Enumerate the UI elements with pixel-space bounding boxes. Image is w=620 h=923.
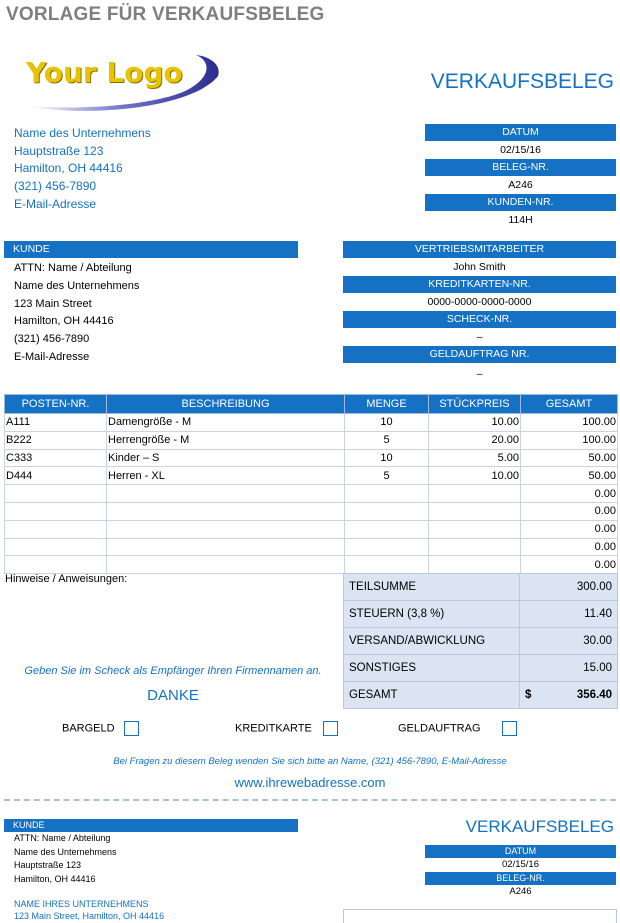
cell-unit-price bbox=[429, 520, 521, 538]
stub-receipt-label: BELEG-NR. bbox=[425, 872, 616, 885]
customer-street: 123 Main Street bbox=[14, 297, 92, 310]
cell-description: Damengröße - M bbox=[107, 414, 345, 432]
stub-date-label: DATUM bbox=[425, 845, 616, 858]
grand-total-label: GESAMT bbox=[344, 682, 520, 709]
other-label: SONSTIGES bbox=[344, 655, 520, 682]
stub-customer-street: Hauptstraße 123 bbox=[14, 860, 82, 871]
cell-item-no: A111 bbox=[5, 414, 107, 432]
stub-customer-attn: ATTN: Name / Abteilung bbox=[14, 833, 111, 843]
company-name: Name des Unternehmens bbox=[14, 126, 151, 140]
table-row bbox=[5, 449, 618, 467]
logo-text: Your Logo bbox=[26, 56, 183, 89]
table-row bbox=[5, 538, 618, 556]
table-row bbox=[5, 414, 618, 432]
cell-description bbox=[107, 538, 345, 556]
table-row bbox=[5, 556, 618, 574]
other-row bbox=[344, 655, 618, 682]
sales-rep-label: VERTRIEBSMITARBEITER bbox=[343, 241, 616, 258]
stub-customer-city: Hamilton, OH 44416 bbox=[14, 874, 96, 885]
cell-line-total: 0.00 bbox=[521, 538, 618, 556]
tax-value: 11.40 bbox=[520, 601, 618, 628]
totals-table bbox=[343, 573, 618, 709]
cell-item-no bbox=[5, 485, 107, 503]
cell-item-no bbox=[5, 520, 107, 538]
money-order-value: – bbox=[476, 368, 483, 380]
cell-line-total: 50.00 bbox=[521, 467, 618, 485]
cell-line-total: 50.00 bbox=[521, 449, 618, 467]
receipt-meta bbox=[425, 124, 616, 229]
receipt-number-value: A246 bbox=[508, 179, 533, 191]
company-info bbox=[14, 125, 151, 214]
money-order-label: GELDAUFTRAG NR. bbox=[343, 346, 616, 363]
customer-name: Name des Unternehmens bbox=[14, 279, 140, 292]
company-logo bbox=[18, 46, 223, 118]
stub-customer-heading: KUNDE bbox=[4, 819, 298, 832]
payee-message: Geben Sie im Scheck als Empfänger Ihren Firmennamen an. bbox=[24, 665, 322, 677]
company-email: E-Mail-Adresse bbox=[14, 196, 97, 211]
cell-quantity: 10 bbox=[345, 414, 429, 432]
cell-line-total: 0.00 bbox=[521, 502, 618, 520]
cell-unit-price: 20.00 bbox=[429, 431, 521, 449]
receipt-number-label: BELEG-NR. bbox=[425, 159, 616, 176]
credit-card-value: 0000-0000-0000-0000 bbox=[427, 296, 532, 308]
payment-order[interactable] bbox=[398, 721, 517, 736]
cell-item-no: D444 bbox=[5, 467, 107, 485]
cell-unit-price bbox=[429, 538, 521, 556]
payment-cash-label: BARGELD bbox=[62, 722, 115, 735]
company-phone: (321) 456-7890 bbox=[14, 179, 97, 194]
cell-quantity: 10 bbox=[345, 449, 429, 467]
cell-line-total: 0.00 bbox=[521, 520, 618, 538]
items-table bbox=[4, 394, 618, 574]
payment-card-checkbox[interactable] bbox=[323, 721, 338, 736]
sales-info bbox=[343, 241, 616, 383]
company-city: Hamilton, OH 44416 bbox=[14, 161, 123, 176]
cell-unit-price bbox=[429, 485, 521, 503]
tax-label: STEUERN (3,8 %) bbox=[344, 601, 520, 628]
cell-unit-price: 5.00 bbox=[429, 449, 521, 467]
payment-card[interactable] bbox=[235, 721, 338, 736]
stub-receipt-value: A246 bbox=[509, 886, 532, 897]
cell-description bbox=[107, 502, 345, 520]
cell-line-total: 0.00 bbox=[521, 485, 618, 503]
cell-item-no bbox=[5, 502, 107, 520]
payment-cash[interactable] bbox=[62, 721, 139, 736]
customer-number-label: KUNDEN-NR. bbox=[425, 194, 616, 211]
col-header-total: GESAMT bbox=[521, 395, 618, 414]
subtotal-value: 300.00 bbox=[520, 574, 618, 601]
stub-company-name: NAME IHRES UNTERNEHMENS bbox=[14, 899, 149, 909]
stub-date-value: 02/15/16 bbox=[502, 859, 539, 870]
stub-box-edge bbox=[343, 909, 617, 923]
col-header-quantity: MENGE bbox=[345, 395, 429, 414]
col-header-item-no: POSTEN-NR. bbox=[5, 395, 107, 414]
cell-quantity bbox=[345, 485, 429, 503]
stub-document-title: VERKAUFSBELEG bbox=[465, 817, 614, 836]
cell-description: Herrengröße - M bbox=[107, 431, 345, 449]
subtotal-label: TEILSUMME bbox=[344, 574, 520, 601]
cell-quantity bbox=[345, 520, 429, 538]
tax-row bbox=[344, 601, 618, 628]
customer-number-value: 114H bbox=[508, 214, 533, 226]
cell-description: Kinder – S bbox=[107, 449, 345, 467]
notes-label: Hinweise / Anweisungen: bbox=[5, 573, 128, 585]
cut-line-divider bbox=[4, 799, 616, 801]
currency-symbol: $ bbox=[525, 689, 532, 701]
cell-description bbox=[107, 485, 345, 503]
payment-cash-checkbox[interactable] bbox=[124, 721, 139, 736]
other-value: 15.00 bbox=[520, 655, 618, 682]
table-header-row bbox=[5, 395, 618, 414]
company-street: Hauptstraße 123 bbox=[14, 143, 104, 158]
grand-total-cell bbox=[520, 682, 618, 709]
customer-heading: KUNDE bbox=[4, 241, 298, 258]
customer-city: Hamilton, OH 44416 bbox=[14, 315, 114, 328]
customer-phone: (321) 456-7890 bbox=[14, 333, 90, 346]
table-row bbox=[5, 431, 618, 449]
table-row bbox=[5, 502, 618, 520]
check-number-label: SCHECK-NR. bbox=[343, 311, 616, 328]
cell-line-total: 0.00 bbox=[521, 556, 618, 574]
page-heading: VORLAGE FÜR VERKAUFSBELEG bbox=[6, 4, 325, 25]
cell-item-no: B222 bbox=[5, 431, 107, 449]
table-row bbox=[5, 520, 618, 538]
shipping-value: 30.00 bbox=[520, 628, 618, 655]
customer-info bbox=[14, 260, 139, 367]
stub-customer-info bbox=[14, 832, 117, 887]
stub-customer-name: Name des Unternehmens bbox=[14, 846, 117, 857]
stub-company-info bbox=[14, 898, 164, 922]
table-row bbox=[5, 467, 618, 485]
cell-unit-price: 10.00 bbox=[429, 414, 521, 432]
stub-meta bbox=[425, 845, 616, 899]
payment-order-checkbox[interactable] bbox=[502, 721, 517, 736]
cell-description bbox=[107, 556, 345, 574]
cell-line-total: 100.00 bbox=[521, 414, 618, 432]
col-header-description: BESCHREIBUNG bbox=[107, 395, 345, 414]
sales-rep-value: John Smith bbox=[453, 261, 506, 273]
grand-total-row bbox=[344, 682, 618, 709]
shipping-row bbox=[344, 628, 618, 655]
table-row bbox=[5, 485, 618, 503]
check-number-value: – bbox=[476, 331, 483, 343]
questions-text: Bei Fragen zu diesem Beleg wenden Sie sich bitte an Name, (321) 456-7890, E-Mail-Adresse bbox=[113, 756, 507, 767]
thanks-text: DANKE bbox=[147, 687, 199, 704]
cell-unit-price bbox=[429, 502, 521, 520]
date-label: DATUM bbox=[425, 124, 616, 141]
col-header-unit-price: STÜCKPREIS bbox=[429, 395, 521, 414]
customer-attn: ATTN: Name / Abteilung bbox=[14, 262, 132, 274]
cell-quantity bbox=[345, 538, 429, 556]
payment-card-label: KREDITKARTE bbox=[235, 722, 312, 735]
cell-item-no: C333 bbox=[5, 449, 107, 467]
stub-company-address: 123 Main Street, Hamilton, OH 44416 bbox=[14, 911, 165, 921]
cell-quantity: 5 bbox=[345, 431, 429, 449]
date-value: 02/15/16 bbox=[500, 144, 541, 156]
customer-email: E-Mail-Adresse bbox=[14, 350, 90, 363]
cell-item-no bbox=[5, 538, 107, 556]
grand-total-value: 356.40 bbox=[576, 689, 612, 701]
cell-quantity: 5 bbox=[345, 467, 429, 485]
payment-order-label: GELDAUFTRAG bbox=[398, 722, 481, 735]
cell-description bbox=[107, 520, 345, 538]
subtotal-row bbox=[344, 574, 618, 601]
shipping-label: VERSAND/ABWICKLUNG bbox=[344, 628, 520, 655]
cell-quantity bbox=[345, 556, 429, 574]
cell-quantity bbox=[345, 502, 429, 520]
document-title: VERKAUFSBELEG bbox=[430, 70, 614, 93]
credit-card-label: KREDITKARTEN-NR. bbox=[343, 276, 616, 293]
cell-description: Herren - XL bbox=[107, 467, 345, 485]
website-link[interactable]: www.ihrewebadresse.com bbox=[234, 775, 386, 790]
cell-unit-price: 10.00 bbox=[429, 467, 521, 485]
cell-line-total: 100.00 bbox=[521, 431, 618, 449]
cell-unit-price bbox=[429, 556, 521, 574]
cell-item-no bbox=[5, 556, 107, 574]
